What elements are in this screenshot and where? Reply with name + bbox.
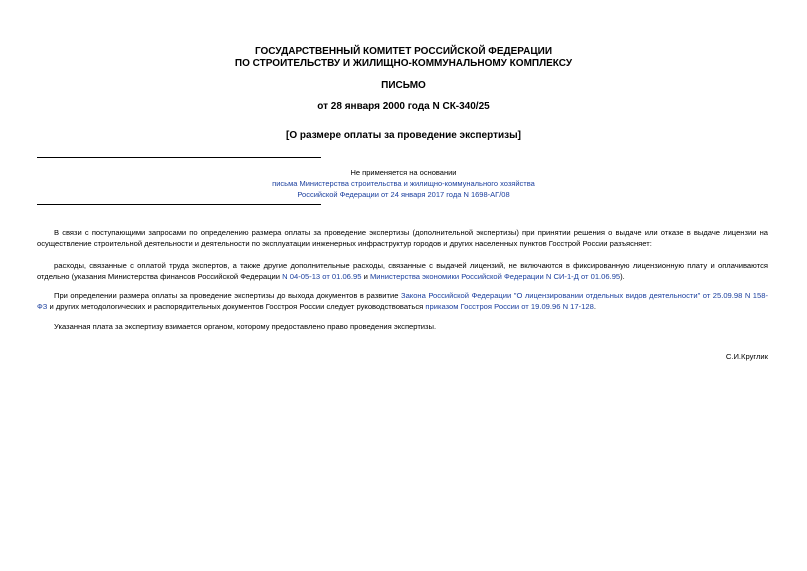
paragraph-2-text-b: и (361, 272, 370, 281)
signature: С.И.Круглик (725, 352, 768, 361)
paragraph-4: Указанная плата за экспертизу взимается органом, которому предоставлено право проведения экспертизы. (54, 322, 437, 331)
document-type: ПИСЬМО (381, 80, 426, 91)
document-date-number: от 28 января 2000 года N СК-340/25 (317, 101, 490, 112)
paragraph-3-text-a: При определении размера оплаты за проведение экспертизы до выхода документов в развитие (54, 291, 401, 300)
paragraph-3 (37, 290, 768, 312)
issuer-line-2: ПО СТРОИТЕЛЬСТВУ И ЖИЛИЩНО-КОММУНАЛЬНОМУ КОМПЛЕКСУ (234, 58, 573, 69)
status-note-link-line-2[interactable] (0, 189, 807, 200)
divider-bottom (37, 204, 321, 205)
paragraph-2 (37, 260, 768, 282)
link-minfin-instruction[interactable]: N 04-05-13 от 01.06.95 (282, 272, 362, 281)
link-gosstroy-order[interactable]: приказом Госстроя России от 19.09.96 N 17-128 (425, 302, 594, 311)
status-note-link-1[interactable]: письма Министерства строительства и жилищно-коммунального хозяйства (272, 179, 535, 188)
paragraph-2-text-a: расходы, связанные с оплатой труда экспертов, а также другие дополнительные расходы, связанные с выдачей лицензий, не включаются в фиксированную лицензионную плату и оплачиваются отдельно (указания Министерства финансов Российской Федерации (37, 261, 768, 281)
paragraph-3-text-c: . (593, 302, 596, 311)
divider-top (37, 157, 321, 158)
status-note-link-line-1[interactable] (0, 178, 807, 189)
document-subject: [О размере оплаты за проведение экспертизы] (286, 130, 521, 141)
link-licensing-law[interactable]: Закона Российской Федерации "О лицензировании отдельных видов деятельности" от 25.09.98 N 158-ФЗ (37, 291, 768, 311)
link-mineconomy-instruction[interactable]: Министерства экономики Российской Федерации N СИ-1-Д от 01.06.95 (369, 272, 621, 281)
paragraph-1: В связи с поступающими запросами по определению размера оплаты за проведение экспертизы (дополнительной экспертизы) при принятии решения о выдаче или отказе в выдаче лицензии на осуществление строительной деятельности и деятельности по эксплуатации инженерных инфраструктур городов и других населенных пунктов Госстрой России разъясняет: (37, 228, 768, 248)
status-note-link-2[interactable]: Российской Федерации от 24 января 2017 года N 1698-АГ/08 (297, 190, 510, 199)
paragraph-3-text-b: и других методологических и распорядительных документов Госстроя России следует руководствоваться (47, 302, 426, 311)
issuer-line-1: ГОСУДАРСТВЕННЫЙ КОМИТЕТ РОССИЙСКОЙ ФЕДЕРАЦИИ (254, 46, 553, 57)
status-note-text: Не применяется на основании (350, 168, 457, 177)
paragraph-2-text-c: ). (620, 272, 625, 281)
